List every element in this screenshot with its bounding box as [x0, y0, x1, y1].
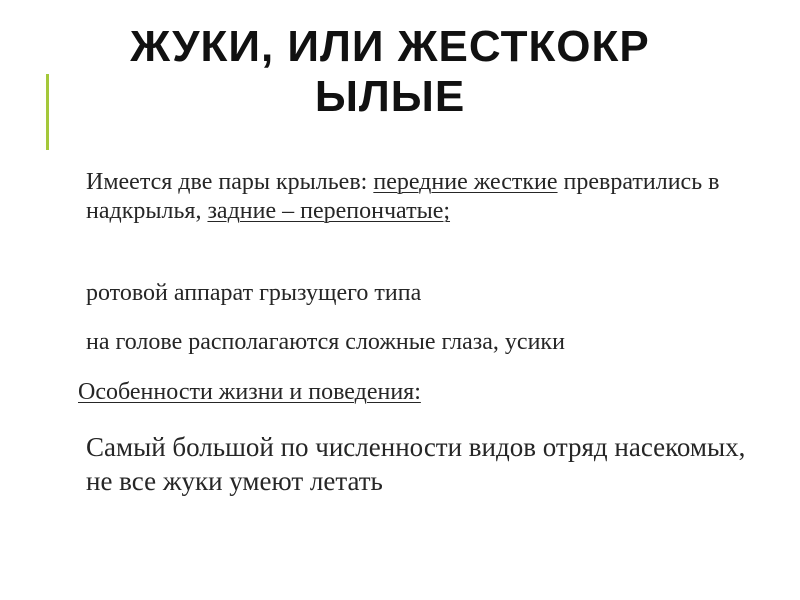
back-wings-text: задние – перепончатые; — [207, 198, 451, 224]
mouthparts-paragraph: ротовой аппарат грызущего типа — [86, 280, 422, 306]
front-wings-text: передние жесткие — [373, 169, 558, 195]
wings-paragraph — [86, 168, 746, 226]
features-heading: Особенности жизни и поведения: — [78, 379, 421, 405]
slide-title-line-2: ЫЛЫЕ — [314, 72, 466, 121]
wings-middle: превратились в надкрылья, — [86, 169, 720, 224]
eyes-paragraph: на голове располагаются сложные глаза, усики — [86, 329, 565, 355]
slide-title — [60, 22, 720, 122]
accent-bar — [46, 74, 49, 150]
wings-prefix: Имеется две пары крыльев: — [86, 169, 374, 195]
slide-title-line-1: ЖУКИ, ИЛИ ЖЕСТКОКР — [130, 22, 650, 71]
largest-order-paragraph: Самый большой по численности видов отряд насекомых, не все жуки умеют летать — [86, 432, 746, 496]
